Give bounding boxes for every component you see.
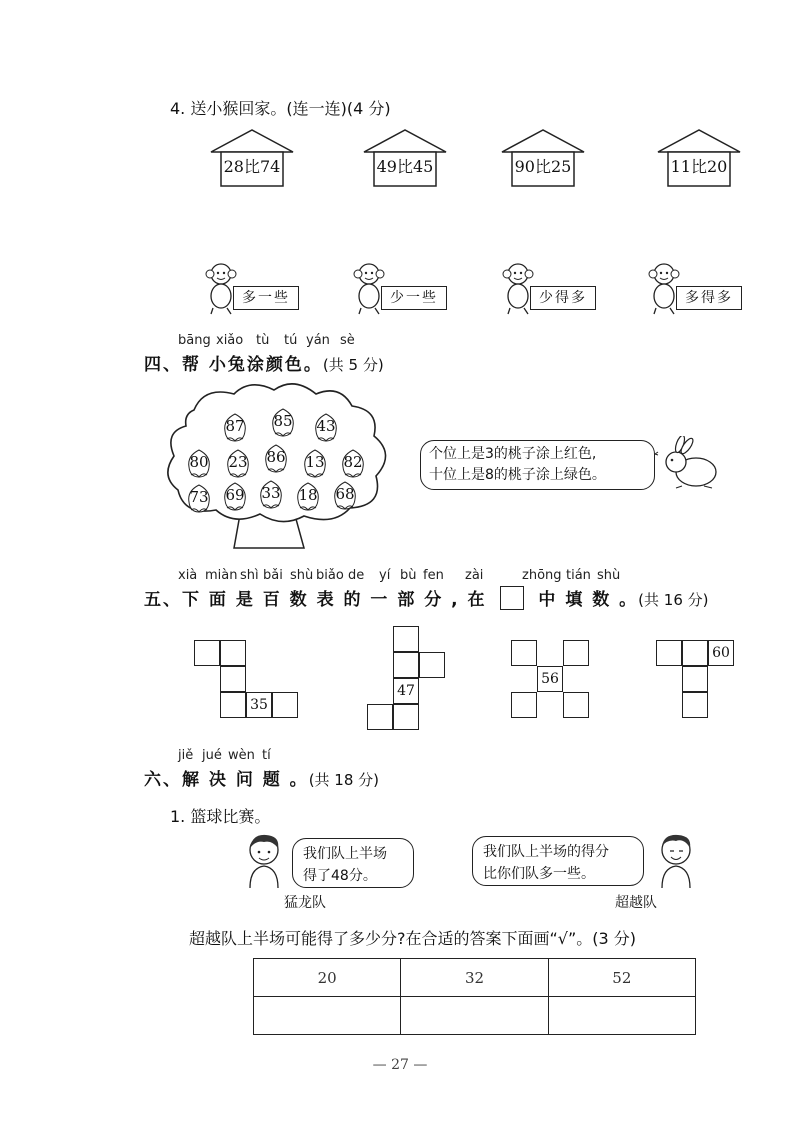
option-cell: 20 xyxy=(254,959,401,997)
monkey-sign: 少得多 xyxy=(530,286,596,310)
pinyin: miàn xyxy=(205,568,238,583)
peach[interactable] xyxy=(270,406,296,438)
peach[interactable] xyxy=(332,479,358,511)
grid-cell-given: 35 xyxy=(246,692,272,718)
peach[interactable] xyxy=(186,447,212,479)
monkey-sign: 多得多 xyxy=(676,286,742,310)
pinyin: shù xyxy=(290,568,314,583)
peach[interactable] xyxy=(263,442,289,474)
pinyin: tú xyxy=(284,333,298,348)
speech-right xyxy=(472,836,644,886)
peach[interactable] xyxy=(295,480,321,512)
q4-title: 4. 送小猴回家。(连一连)(4 分) xyxy=(170,99,391,118)
house-1[interactable] xyxy=(209,128,295,190)
peach-number: 18 xyxy=(298,486,318,504)
pinyin: jué xyxy=(202,748,222,763)
grid-cell[interactable] xyxy=(511,640,537,666)
peach-number: 68 xyxy=(335,485,355,503)
peach-number: 80 xyxy=(189,453,209,471)
peach-number: 69 xyxy=(225,486,245,504)
pinyin: yí xyxy=(379,568,391,583)
page-number: — 27 — xyxy=(372,1057,428,1073)
boy-left-icon xyxy=(242,830,290,890)
speech-right-line-2: 比你们队多一些。 xyxy=(483,866,595,882)
peach-number: 82 xyxy=(343,453,363,471)
peach[interactable] xyxy=(186,482,212,514)
grid-cell[interactable] xyxy=(393,626,419,652)
pinyin: de xyxy=(348,568,365,583)
peach-number: 33 xyxy=(261,484,281,502)
grid-cell[interactable] xyxy=(272,692,298,718)
instruction-line-2: 十位上是8的桃子涂上绿色。 xyxy=(429,467,606,483)
blank-box-icon xyxy=(500,586,524,610)
grid-cell-given: 56 xyxy=(537,666,563,692)
monkey-1[interactable] xyxy=(205,262,301,318)
pinyin: yán xyxy=(306,333,330,348)
team-right-label: 超越队 xyxy=(615,895,657,911)
pinyin: fen xyxy=(423,568,444,583)
section-5-title: 五、下 面 是 百 数 表 的 一 部 分 , 在 中 填 数 。(共 16 分) xyxy=(144,585,709,610)
peach[interactable] xyxy=(302,447,328,479)
pinyin: bù xyxy=(400,568,417,583)
answer-cell[interactable] xyxy=(548,997,695,1035)
pinyin: zài xyxy=(465,568,484,583)
monkey-4[interactable] xyxy=(648,262,744,318)
monkey-3[interactable] xyxy=(502,262,598,318)
peach-number: 23 xyxy=(228,453,248,471)
instruction-line-1: 个位上是3的桃子涂上红色, xyxy=(429,446,597,462)
monkey-sign: 多一些 xyxy=(233,286,299,310)
speech-right-line-1: 我们队上半场的得分 xyxy=(483,844,609,860)
peach-number: 87 xyxy=(225,417,245,435)
house-label: 49比45 xyxy=(376,157,434,176)
pinyin: zhōng xyxy=(522,568,562,583)
house-label: 28比74 xyxy=(223,157,281,176)
grid-cell[interactable] xyxy=(220,666,246,692)
q1-title: 1. 篮球比赛。 xyxy=(170,807,271,826)
pinyin: shì xyxy=(240,568,259,583)
grid-cell[interactable] xyxy=(563,692,589,718)
pinyin: bāng xyxy=(178,333,211,348)
points-note: (共 5 分) xyxy=(322,356,384,374)
question-text: 超越队上半场可能得了多少分?在合适的答案下面画“√”。(3 分) xyxy=(189,929,637,948)
grid-cell[interactable] xyxy=(682,640,708,666)
team-left-label: 猛龙队 xyxy=(284,895,326,911)
grid-cell[interactable] xyxy=(511,692,537,718)
peach[interactable] xyxy=(258,478,284,510)
peach[interactable] xyxy=(340,447,366,479)
house-2[interactable] xyxy=(362,128,448,190)
pinyin: tián xyxy=(566,568,591,583)
rabbit-icon xyxy=(654,436,720,492)
section-4-title: 四、帮 小兔涂颜色。(共 5 分) xyxy=(144,355,384,375)
pinyin: sè xyxy=(340,333,355,348)
grid-cell-given: 60 xyxy=(708,640,734,666)
house-3[interactable] xyxy=(500,128,586,190)
peach[interactable] xyxy=(222,480,248,512)
grid-cell[interactable] xyxy=(194,640,220,666)
pinyin: wèn xyxy=(228,748,255,763)
pinyin: bǎi xyxy=(263,568,283,583)
pinyin: shù xyxy=(597,568,621,583)
section-6-title: 六、解 决 问 题 。(共 18 分) xyxy=(144,770,380,790)
table-row xyxy=(254,959,696,997)
answer-cell[interactable] xyxy=(401,997,548,1035)
grid-cell[interactable] xyxy=(682,666,708,692)
peach-number: 13 xyxy=(305,453,325,471)
pinyin: tù xyxy=(256,333,270,348)
grid-cell[interactable] xyxy=(419,652,445,678)
grid-cell[interactable] xyxy=(656,640,682,666)
pinyin: xiǎo xyxy=(216,333,244,348)
peach[interactable] xyxy=(222,411,248,443)
monkey-sign: 少一些 xyxy=(381,286,447,310)
peach[interactable] xyxy=(225,447,251,479)
grid-cell[interactable] xyxy=(220,692,246,718)
speech-left-line-1: 我们队上半场 xyxy=(303,846,387,862)
answer-cell[interactable] xyxy=(254,997,401,1035)
grid-cell[interactable] xyxy=(393,704,419,730)
pinyin: biǎo xyxy=(316,568,344,583)
pinyin: jiě xyxy=(178,748,194,763)
grid-cell[interactable] xyxy=(220,640,246,666)
points-note: (共 18 分) xyxy=(308,771,380,789)
option-cell: 52 xyxy=(548,959,695,997)
peach-number: 86 xyxy=(266,448,286,466)
house-label: 11比20 xyxy=(670,157,728,176)
grid-cell[interactable] xyxy=(682,692,708,718)
pinyin: xià xyxy=(178,568,198,583)
points-note: (共 16 分) xyxy=(638,591,709,609)
grid-cell[interactable] xyxy=(367,704,393,730)
peach-number: 73 xyxy=(189,488,209,506)
speech-left-line-2: 得了48分。 xyxy=(303,868,377,884)
grid-cell-given: 47 xyxy=(393,678,419,704)
answer-table xyxy=(253,958,696,1035)
peach-number: 43 xyxy=(316,417,336,435)
instruction-bubble xyxy=(420,440,655,490)
monkey-2[interactable] xyxy=(353,262,449,318)
pinyin: tí xyxy=(262,748,271,763)
house-4[interactable] xyxy=(656,128,742,190)
table-row xyxy=(254,997,696,1035)
house-label: 90比25 xyxy=(514,157,572,176)
peach[interactable] xyxy=(313,411,339,443)
peach-number: 85 xyxy=(273,412,293,430)
option-cell: 32 xyxy=(401,959,548,997)
grid-cell[interactable] xyxy=(393,652,419,678)
boy-right-icon xyxy=(650,830,700,890)
speech-left xyxy=(292,838,414,888)
grid-cell[interactable] xyxy=(563,640,589,666)
